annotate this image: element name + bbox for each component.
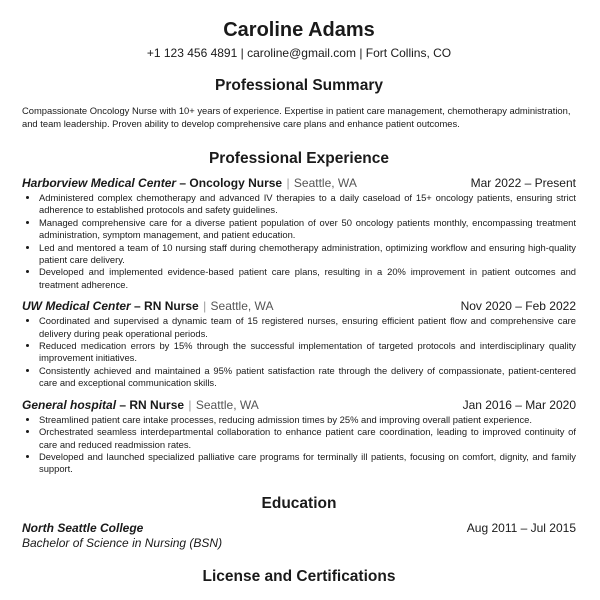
job-bullet: • Reduced medication errors by 15% through the successful implementation of targeted protocols and interdisciplinary quality improvement initiatives. [39,340,576,365]
job-entry [22,298,576,389]
job-dash: – [116,397,130,412]
education-dates: Aug 2011 – Jul 2015 [466,520,576,535]
job-company: General hospital [22,397,117,412]
contact-location: Fort Collins, CO [365,46,452,60]
job-header [22,397,576,413]
experience-heading: Professional Experience [208,150,390,167]
job-entry [22,397,576,476]
education-degree: Bachelor of Science in Nursing (BSN) [22,535,223,550]
job-separator: | [286,176,290,190]
job-bullets [22,192,576,291]
job-dash: – [130,299,145,314]
job-entry [22,175,576,291]
job-bullet: • Administered complex chemotherapy and advanced IV therapies to a daily caseload of 15+ oncology patients, ensuring strict adherence to established protocols and safety guidelines. [39,192,576,217]
job-location: Seattle, WA [210,299,274,314]
job-header [22,298,576,314]
contact-email: caroline@gmail.com [247,46,356,60]
job-bullet: • Developed and launched specialized palliative care programs for terminally ill patients, focusing on comfort, dignity, and family support. [39,451,576,476]
job-role: RN Nurse [144,299,199,314]
job-bullet: • Led and mentored a team of 10 nursing staff during chemotherapy administration, optimizing workflow and ensuring high-quality patient care delivery. [39,242,576,267]
job-bullets [22,315,576,389]
contact-separator: | [240,46,244,60]
job-header [22,175,576,191]
job-title-line [22,175,357,191]
job-location: Seattle, WA [293,176,357,190]
job-bullet: • Orchestrated seamless interdepartmental collaboration to enhance patient care coordination, leading to improved continuity of care and reduced readmission rates. [39,426,576,451]
job-dates: Nov 2020 – Feb 2022 [460,299,576,314]
contact-separator: | [359,46,363,60]
education-school: North Seattle College [22,520,144,535]
job-role: RN Nurse [129,397,185,412]
job-location: Seattle, WA [195,397,259,412]
job-separator: | [203,299,207,314]
certifications-heading: License and Certifications [202,567,396,585]
job-separator: | [188,397,192,412]
job-bullet: • Managed comprehensive care for a diverse patient population of over 50 oncology patients monthly, encompassing treatment administration, symptom management, and patient education. [39,217,576,242]
education-entry [22,520,576,551]
job-title-line [22,397,259,413]
job-bullet: • Coordinated and supervised a dynamic team of 15 registered nurses, ensuring efficient patient flow and comprehensive care delivery during peak operational periods. [39,315,576,340]
job-title-line [22,298,273,314]
summary-text: Compassionate Oncology Nurse with 10+ years of experience. Expertise in patient care management, chemotherapy administration, and team leadership. Proven ability to develop comprehensive care plans and enhance patient outcomes. [22,105,571,129]
job-role: Oncology Nurse [189,176,283,190]
contact-line [22,45,576,61]
education-heading: Education [261,494,337,512]
job-dates: Mar 2022 – Present [470,176,576,190]
job-company: Harborview Medical Center [22,176,177,190]
job-dates: Jan 2016 – Mar 2020 [462,397,576,412]
summary-heading: Professional Summary [215,77,383,94]
contact-phone: +1 123 456 4891 [146,46,238,60]
education-header [22,520,576,536]
job-bullet: • Streamlined patient care intake processes, reducing admission times by 25% and improving overall patient experience. [39,414,576,426]
job-bullet: • Consistently achieved and maintained a 95% patient satisfaction rate through the delivery of compassionate, patient-centered care and exceptional communication skills. [39,365,576,390]
job-bullet: • Developed and implemented evidence-based patient care plans, resulting in a 20% improvement in patient outcomes and treatment adherence. [39,266,576,291]
job-dash: – [176,176,190,190]
candidate-name: Caroline Adams [223,19,375,41]
job-bullets [22,414,576,476]
job-company: UW Medical Center [22,299,131,314]
